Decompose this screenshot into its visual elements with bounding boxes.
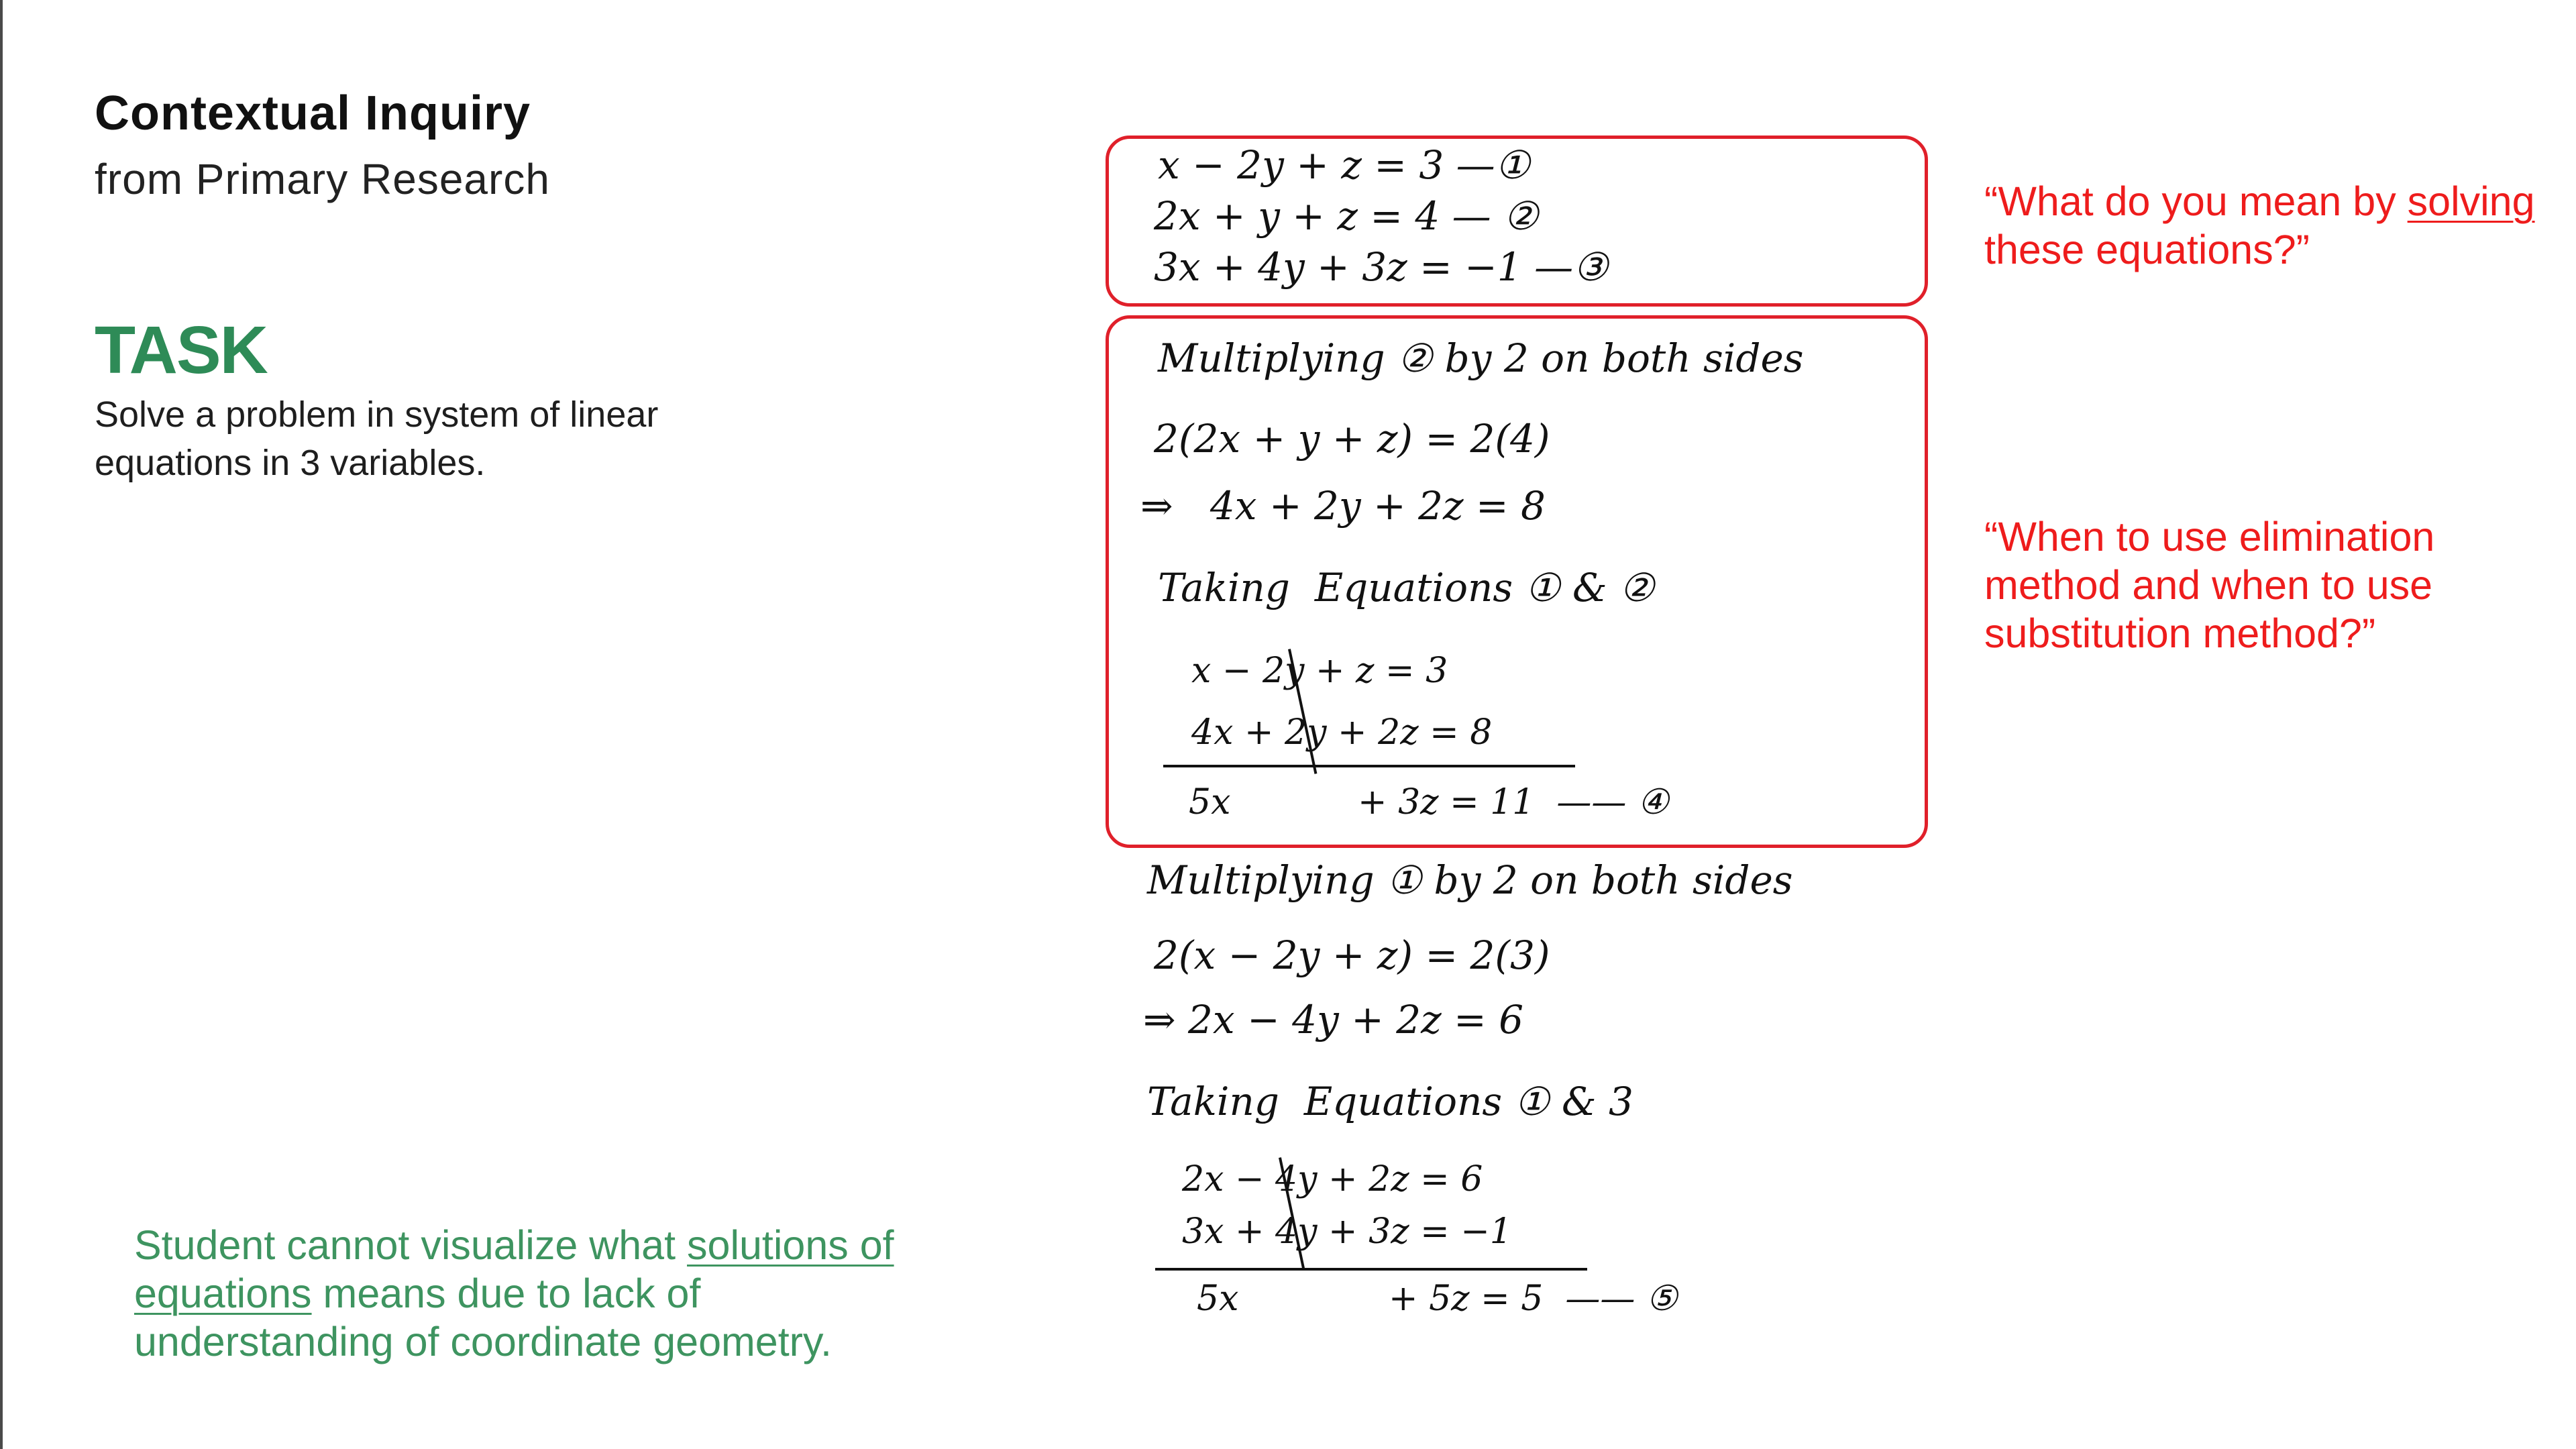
- insight-note: [134, 1221, 939, 1366]
- step2-elim-line-1: 2x − 4y + 2z = 6: [1182, 1159, 1483, 1199]
- insight-text-before: Student cannot visualize what: [134, 1222, 688, 1268]
- step2-instruction: Multiplying ① by 2 on both sides: [1147, 857, 1793, 903]
- equation-1: x − 2y + z = 3 —①: [1158, 142, 1530, 188]
- step1-sum-rest: + 3z = 11 —— ④: [1358, 782, 1669, 822]
- step1-elim-line-2: 4x + 2y + 2z = 8: [1191, 712, 1493, 753]
- quote-methods: “When to use elimination method and when to use substitution method?”: [1984, 514, 2435, 656]
- insight-text-after: means due to lack of understanding of coordinate geometry.: [134, 1271, 832, 1364]
- step1-sum-rule: [1163, 765, 1575, 767]
- step1-result: ⇒ 4x + 2y + 2z = 8: [1140, 483, 1546, 529]
- step1-sum-x: 5x: [1189, 782, 1231, 822]
- quote-1-highlight: solving: [2407, 178, 2535, 224]
- step2-expansion: 2(x − 2y + z) = 2(3): [1154, 932, 1550, 978]
- quote-1-open: “What do you mean by: [1984, 178, 2408, 224]
- step1-instruction: Multiplying ② by 2 on both sides: [1158, 335, 1804, 381]
- task-heading: TASK: [95, 313, 267, 388]
- equation-2: 2x + y + z = 4 — ②: [1154, 193, 1539, 239]
- step2-sum-rest: + 5z = 5 —— ⑤: [1389, 1279, 1678, 1319]
- task-description: Solve a problem in system of linear equations in 3 variables.: [95, 394, 659, 483]
- step2-taking-equations: Taking Equations ① & 3: [1147, 1079, 1633, 1124]
- step1-taking-equations: Taking Equations ① & ②: [1158, 565, 1655, 610]
- quote-1-close: these equations?”: [1984, 227, 2310, 272]
- insight-highlight: solutions of equations: [134, 1222, 894, 1316]
- step1-elim-line-1: x − 2y + z = 3: [1191, 651, 1448, 691]
- equation-3: 3x + 4y + 3z = −1 —③: [1154, 244, 1609, 290]
- quote-solving: [1984, 177, 2541, 274]
- page-title: Contextual Inquiry: [95, 87, 531, 140]
- step1-expansion: 2(2x + y + z) = 2(4): [1154, 416, 1550, 462]
- page-subtitle: from Primary Research: [95, 155, 550, 203]
- left-edge-border: [0, 0, 3, 1449]
- step2-sum-rule: [1155, 1268, 1587, 1271]
- step2-sum-x: 5x: [1197, 1279, 1239, 1319]
- step2-result: ⇒ 2x − 4y + 2z = 6: [1143, 997, 1524, 1042]
- step2-elim-line-2: 3x + 4y + 3z = −1: [1182, 1212, 1512, 1252]
